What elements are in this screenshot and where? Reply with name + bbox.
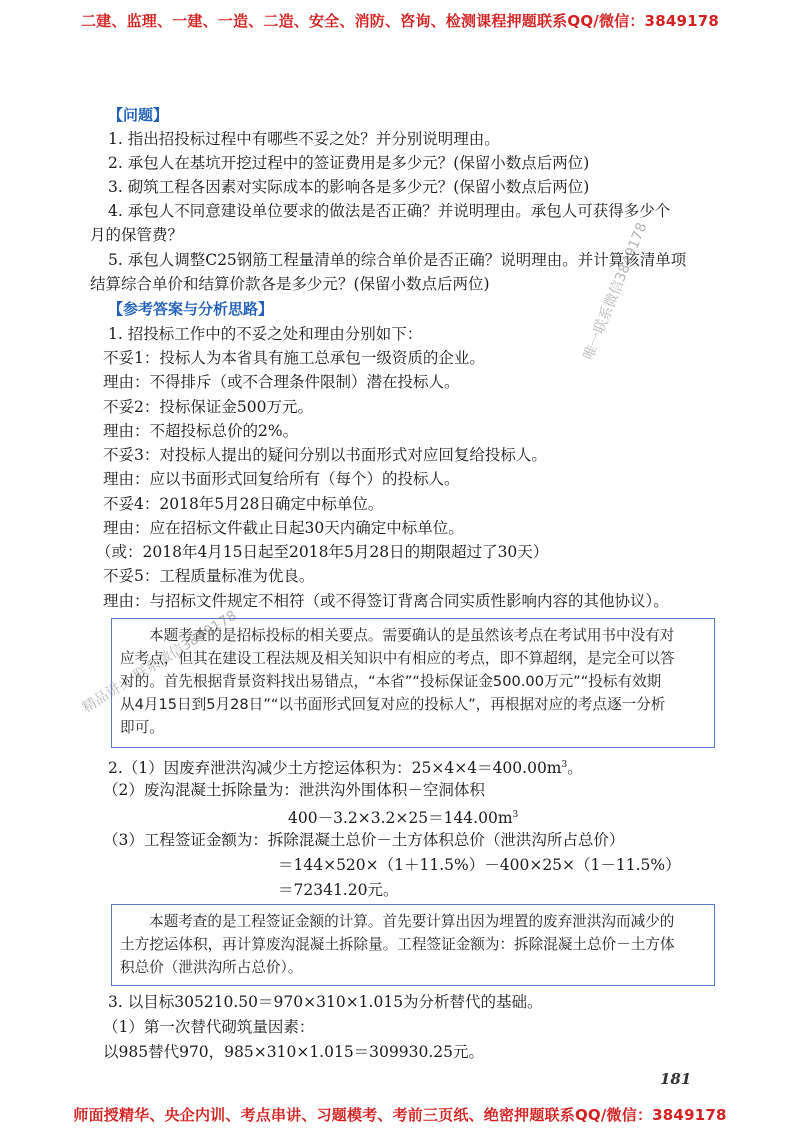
answer3-line: 以985替代970，985×310×1.015＝309930.25元。 (103, 1043, 485, 1061)
watermark-vertical: 唯一联系微信3849178 (580, 220, 651, 363)
page-number: 181 (660, 1070, 692, 1088)
answer2-text: 2.（1）因废弃泄洪沟减少土方挖运体积为：25×4×4＝400.00m (108, 759, 562, 778)
question-line-5: 5. 承包人调整C25钢筋工程量清单的综合单价是否正确？说明理由。并计算该清单项 (108, 251, 687, 269)
answer-line: 理由：不超投标总价的2%。 (103, 422, 299, 440)
answer-line: 1. 招投标工作中的不妥之处和理由分别如下： (108, 325, 423, 343)
answer-line: 理由：不得排斥（或不合理条件限制）潜在投标人。 (103, 373, 460, 391)
watermark-diagonal: 精品讲义 联系微信3849178 (79, 607, 240, 717)
superscript: 3 (512, 810, 519, 820)
superscript: 3 (561, 760, 568, 770)
answer-line: 理由：与招标文件规定不相符（或不得签订背离合同实质性影响内容的其他协议）。 (103, 592, 669, 610)
question-line-2: 2. 承包人在基坑开挖过程中的签证费用是多少元？(保留小数点后两位) (108, 154, 590, 172)
analysis-line: 积总价（泄洪沟所占总价）。 (120, 959, 303, 976)
answer-line: 理由：应以书面形式回复给所有（每个）的投标人。 (103, 470, 460, 488)
answer2-line-6: ＝72341.20元。 (278, 881, 399, 899)
analysis-box-2 (111, 904, 715, 986)
answer-line: 不妥5：工程质量标准为优良。 (103, 567, 315, 585)
bottom-contact-banner: 师面授精华、央企内训、考点串讲、习题模考、考前三页纸、绝密押题联系QQ/微信：3849178 (73, 1106, 727, 1124)
analysis-line: 土方挖运体积，再计算废沟混凝土拆除量。工程签证金额为：拆除混凝土总价－土方体 (120, 936, 675, 953)
answer2-text-end: 。 (567, 759, 583, 778)
answer2-line-5: ＝144×520×（1＋11.5%）－400×25×（1－11.5%） (278, 856, 681, 874)
questions-heading: 【问题】 (108, 106, 169, 124)
answer2-line-4: （3）工程签证金额为：拆除混凝土总价－土方体积总价（泄洪沟所占总价） (103, 831, 625, 849)
answer2-line-1 (108, 754, 583, 779)
question-line-1: 1. 指出招投标过程中有哪些不妥之处？并分别说明理由。 (108, 130, 500, 148)
answer-line: 理由：应在招标文件截止日起30天内确定中标单位。 (103, 519, 464, 537)
answers-heading: 【参考答案与分析思路】 (108, 300, 274, 318)
answer2-line-2: （2）废沟混凝土拆除量为：泄洪沟外围体积－空洞体积 (103, 781, 485, 799)
analysis-line: 应考点，但其在建设工程法规及相关知识中有相应的考点，即不算超纲，是完全可以答 (120, 650, 675, 667)
question-line-3: 3. 砌筑工程各因素对实际成本的影响各是多少元？(保留小数点后两位) (108, 178, 590, 196)
question-line-5-cont: 结算综合单价和结算价款各是多少元？(保留小数点后两位) (90, 275, 490, 293)
analysis-line: 本题考查的是工程签证金额的计算。首先要计算出因为埋置的废弃泄洪沟而减少的 (149, 913, 675, 930)
answer-line: 不妥3：对投标人提出的疑问分别以书面形式对应回复给投标人。 (103, 446, 547, 464)
question-line-4-cont: 月的保管费？ (90, 226, 184, 244)
analysis-line: 本题考查的是招标投标的相关要点。需要确认的是虽然该考点在考试用书中没有对 (149, 627, 675, 644)
analysis-line: 从4月15日到5月28日”“以书面形式回复对应的投标人”，再根据对应的考点逐一分析 (120, 696, 666, 713)
answer-line: （或：2018年4月15日起至2018年5月28日的期限超过了30天） (96, 543, 549, 561)
analysis-line: 对的。首先根据背景资料找出易错点，“本省”“投标保证金500.00万元”“投标有效期 (120, 673, 662, 690)
question-line-4: 4. 承包人不同意建设单位要求的做法是否正确？并说明理由。承包人可获得多少个 (108, 202, 671, 220)
answer3-line: （1）第一次替代砌筑量因素： (103, 1018, 315, 1036)
answer-line: 不妥2：投标保证金500万元。 (103, 398, 313, 416)
answer2-line-3 (288, 804, 518, 829)
answer-line: 不妥4：2018年5月28日确定中标单位。 (103, 495, 384, 513)
analysis-line: 即可。 (120, 719, 164, 736)
answer2-formula: 400－3.2×3.2×25＝144.00m (288, 809, 513, 828)
top-contact-banner: 二建、监理、一建、一造、二造、安全、消防、咨询、检测课程押题联系QQ/微信：3849178 (80, 12, 720, 30)
answer-line: 不妥1：投标人为本省具有施工总承包一级资质的企业。 (103, 349, 485, 367)
answer3-line: 3. 以目标305210.50＝970×310×1.015为分析替代的基础。 (108, 993, 543, 1011)
